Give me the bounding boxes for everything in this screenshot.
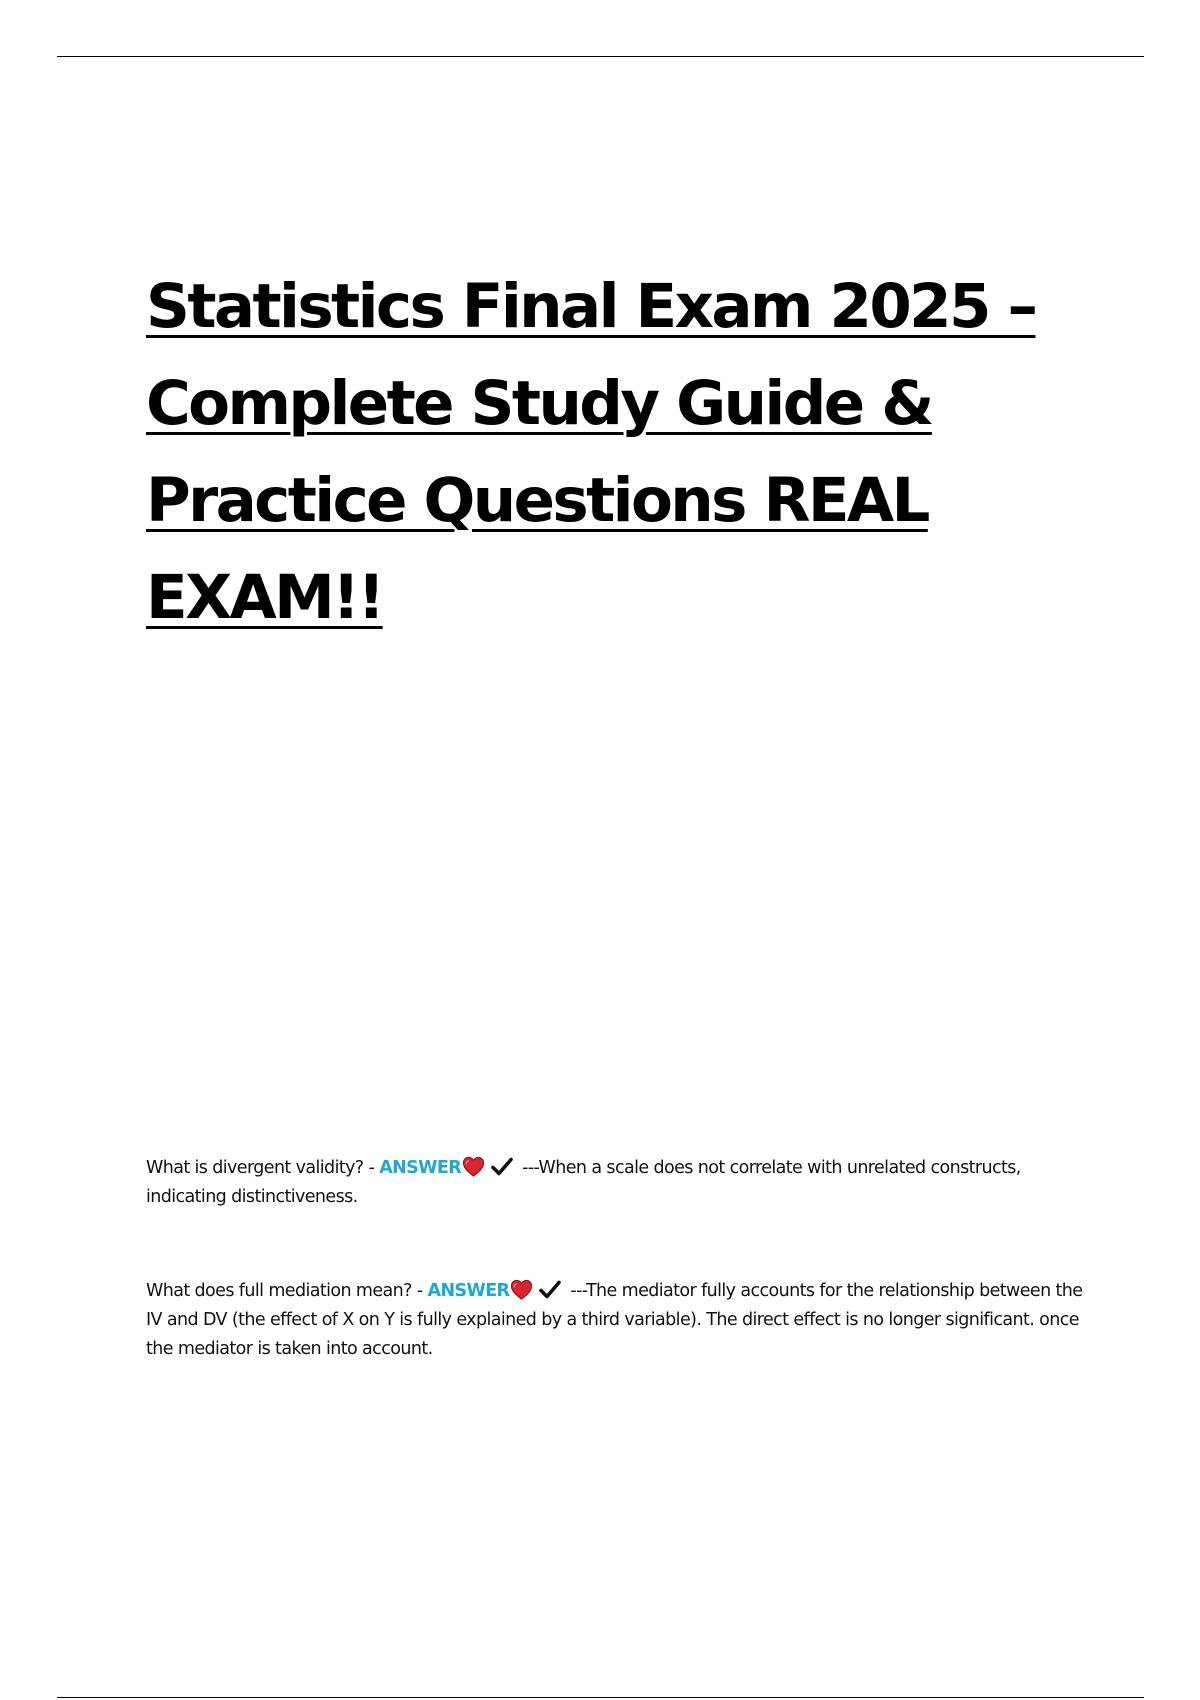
title-line-4: EXAM!! bbox=[146, 562, 383, 633]
question-text: What does full mediation mean? - bbox=[146, 1281, 428, 1301]
answer-text: ---When a scale does not correlate with unrelated constructs, indicating distinctiveness. bbox=[146, 1158, 1021, 1207]
answer-text: ---The mediator fully accounts for the relationship between the IV and DV (the effect of X on Y is fully explained by a third variable). The direct effect is no longer significant. once the mediator is taken into account. bbox=[146, 1281, 1083, 1359]
heart-icon bbox=[510, 1279, 533, 1300]
document-title bbox=[146, 258, 1086, 646]
qa-item bbox=[146, 1154, 1086, 1212]
header-rule bbox=[57, 56, 1144, 57]
qa-item bbox=[146, 1277, 1086, 1364]
title-line-2: Complete Study Guide & bbox=[146, 368, 932, 439]
answer-label: ANSWER bbox=[379, 1158, 462, 1178]
title-line-3: Practice Questions REAL bbox=[146, 465, 928, 536]
answer-label: ANSWER bbox=[427, 1281, 510, 1301]
title-line-1: Statistics Final Exam 2025 – bbox=[146, 271, 1036, 342]
check-icon bbox=[491, 1157, 513, 1176]
footer-rule bbox=[57, 1697, 1144, 1698]
heart-icon bbox=[462, 1156, 485, 1177]
check-icon bbox=[539, 1280, 561, 1299]
question-text: What is divergent validity? - bbox=[146, 1158, 380, 1178]
